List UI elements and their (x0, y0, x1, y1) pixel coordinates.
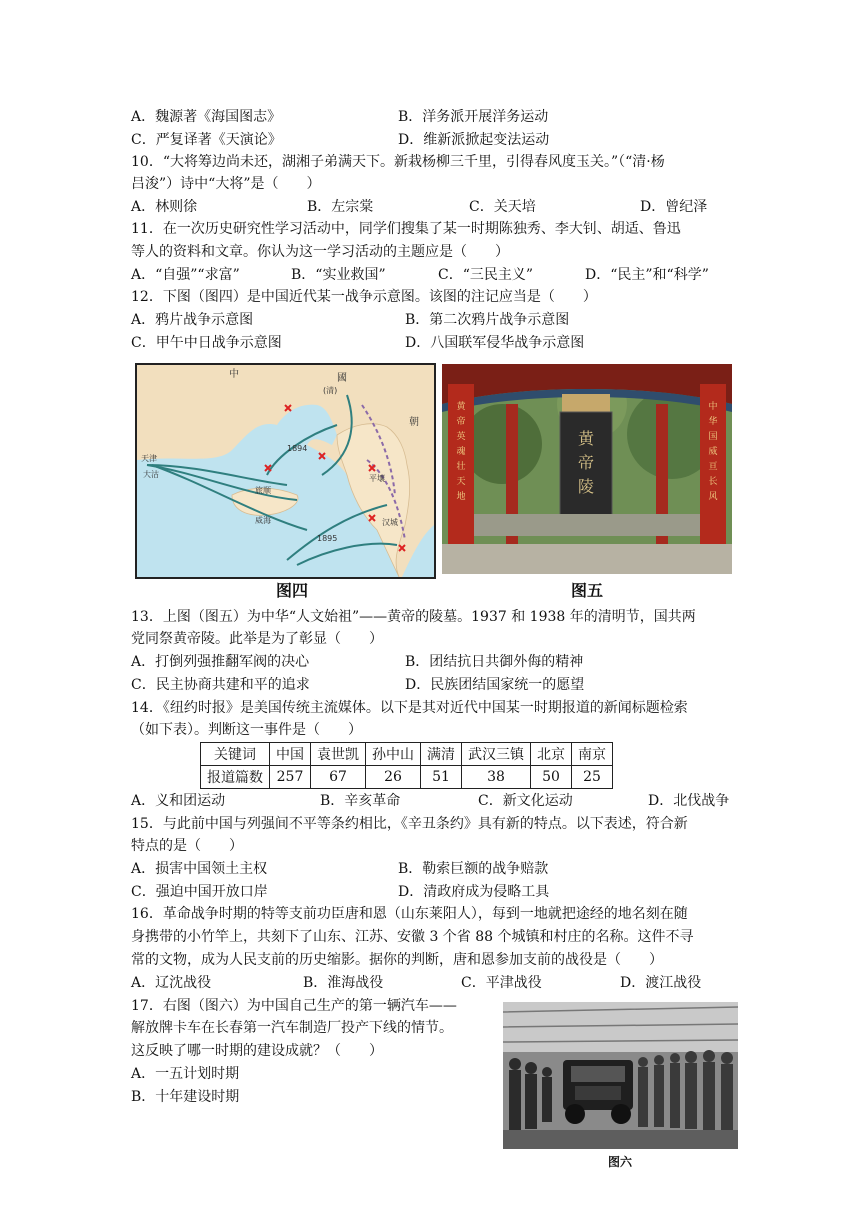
q16-stem-cont2: 常的文物，成为人民支前的历史缩影。据你的判断，唐和恩参加支前的战役是（ ） (131, 952, 663, 968)
table-row (201, 743, 613, 766)
svg-text:壮: 壮 (456, 462, 466, 472)
q17-stem-cont: 解放牌卡车在长春第一汽车制造厂投产下线的情节。 (131, 1020, 453, 1036)
svg-text:亘: 亘 (708, 462, 718, 472)
q14-option-c: C．新文化运动 (478, 793, 573, 809)
q16-option-d: D．渡江战役 (620, 975, 702, 991)
q12-option-d: D．八国联军侵华战争示意图 (405, 335, 585, 351)
table-cell: 50 (531, 766, 572, 789)
q15-option-b: B．勒索巨额的战争赔款 (398, 861, 549, 877)
keyword-table (200, 742, 613, 789)
svg-text:平壤: 平壤 (369, 474, 385, 483)
table-cell: 257 (270, 766, 311, 789)
table-cell: 中国 (270, 743, 311, 766)
table-cell: 67 (311, 766, 366, 789)
table-cell: 51 (421, 766, 462, 789)
svg-text:地: 地 (456, 492, 466, 502)
q15-stem-cont: 特点的是（ ） (131, 838, 243, 854)
svg-text:魂: 魂 (456, 447, 466, 457)
table-cell: 南京 (572, 743, 613, 766)
table-cell: 北京 (531, 743, 572, 766)
svg-text:风: 风 (708, 492, 718, 502)
tablet-char-3: 陵 (577, 477, 595, 496)
table-row (201, 766, 613, 789)
q13-option-a: A．打倒列强推翻军阀的决心 (131, 654, 310, 670)
table-cell: 孙中山 (366, 743, 421, 766)
figure-6-caption: 图六 (607, 1155, 632, 1169)
q11-option-c: C．“三民主义” (438, 267, 534, 283)
q11-stem: 11．在一次历史研究性学习活动中，同学们搜集了某一时期陈独秀、李大钊、胡适、鲁迅 (131, 221, 681, 237)
q16-option-b: B．淮海战役 (303, 975, 384, 991)
svg-text:天津: 天津 (141, 454, 157, 463)
svg-text:黄: 黄 (456, 402, 466, 412)
map-label-country: 國 (337, 373, 347, 384)
q11-option-a: A．“自强”“求富” (131, 267, 240, 283)
svg-text:1894: 1894 (287, 444, 308, 453)
svg-text:旅顺: 旅顺 (255, 486, 271, 495)
svg-text:英: 英 (456, 432, 466, 442)
map-label-korea: 朝 (409, 417, 419, 428)
table-cell: 武汉三镇 (462, 743, 531, 766)
q14-stem-cont: （如下表）。判断这一事件是（ ） (131, 722, 362, 738)
q15-option-d: D．清政府成为侵略工具 (398, 884, 550, 900)
q12-option-c: C．甲午中日战争示意图 (131, 335, 282, 351)
q13-option-d: D．民族团结国家统一的愿望 (405, 677, 585, 693)
q16-option-a: A．辽沈战役 (131, 975, 212, 991)
q15-option-a: A．损害中国领土主权 (131, 861, 268, 877)
map-label-china: 中 (229, 369, 239, 380)
svg-text:威海: 威海 (255, 516, 271, 525)
svg-text:天: 天 (456, 477, 466, 487)
q11-option-d: D．“民主”和“科学” (585, 267, 709, 283)
q16-stem: 16．革命战争时期的特等支前功臣唐和恩（山东莱阳人），每到一地就把途经的地名刻在随 (131, 906, 688, 922)
q11-option-b: B．“实业救国” (291, 267, 386, 283)
figure-5-caption: 图五 (570, 581, 603, 600)
q9-option-a: A．魏源著《海国图志》 (131, 109, 282, 125)
q12-option-b: B．第二次鸦片战争示意图 (405, 312, 570, 328)
svg-text:长: 长 (708, 477, 718, 487)
q15-stem: 15．与此前中国与列强间不平等条约相比，《辛丑条约》具有新的特点。以下表述，符合新 (131, 816, 688, 832)
q11-stem-cont: 等人的资料和文章。你认为这一学习活动的主题应是（ ） (131, 244, 509, 260)
q17-option-b: B．十年建设时期 (131, 1089, 240, 1105)
table-cell: 38 (462, 766, 531, 789)
table-cell: 袁世凯 (311, 743, 366, 766)
q9-option-d: D．维新派掀起变法运动 (398, 132, 550, 148)
tomb-photo-graphic (442, 364, 732, 574)
svg-text:帝: 帝 (456, 417, 466, 427)
q9-option-b: B．洋务派开展洋务运动 (398, 109, 549, 125)
q14-option-b: B．辛亥革命 (320, 793, 401, 809)
q17-option-a: A．一五计划时期 (131, 1066, 240, 1082)
q16-stem-cont: 身携带的小竹竿上，共刻下了山东、江苏、安徽 3 个省 88 个城镇和村庄的名称。这件不寻 (131, 929, 694, 945)
q12-stem: 12．下图（图四）是中国近代某一战争示意图。该图的注记应当是（ ） (131, 289, 597, 305)
figure-6-truck-photo (503, 1002, 738, 1149)
truck-photo-graphic (503, 1002, 738, 1149)
table-cell: 报道篇数 (201, 766, 270, 789)
q13-option-c: C．民主协商共建和平的追求 (131, 677, 310, 693)
svg-text:汉城: 汉城 (382, 518, 398, 527)
svg-text:中: 中 (708, 402, 718, 412)
q10-option-c: C．关天培 (469, 199, 536, 215)
table-cell: 25 (572, 766, 613, 789)
q10-option-a: A．林则徐 (131, 199, 198, 215)
q10-option-d: D．曾纪泽 (640, 199, 708, 215)
figure-4-war-map (135, 363, 436, 579)
q13-option-b: B．团结抗日共御外侮的精神 (405, 654, 584, 670)
svg-text:大沽: 大沽 (143, 470, 159, 479)
q10-stem: 10．“大将筹边尚未还，湖湘子弟满天下。新栽杨柳三千里，引得春风度玉关。”（“清·杨 (131, 154, 665, 170)
q16-option-c: C．平津战役 (461, 975, 542, 991)
q10-stem-cont: 吕浚”）诗中“大将”是（ ） (131, 176, 321, 192)
tablet-char-1: 黄 (577, 429, 595, 448)
q15-option-c: C．强迫中国开放口岸 (131, 884, 268, 900)
q17-stem-cont2: 这反映了哪一时期的建设成就？（ ） (131, 1043, 383, 1059)
war-map-graphic (137, 365, 434, 577)
figure-5-tomb-photo (442, 364, 732, 574)
svg-text:威: 威 (708, 447, 718, 457)
q14-option-d: D．北伐战争 (648, 793, 730, 809)
q14-stem: 14．《纽约时报》是美国传统主流媒体。以下是其对近代中国某一时期报道的新闻标题检索 (131, 700, 688, 716)
figure-4-caption: 图四 (275, 581, 308, 600)
q17-stem: 17．右图（图六）为中国自己生产的第一辆汽车—— (131, 998, 457, 1014)
q12-option-a: A．鸦片战争示意图 (131, 312, 254, 328)
q9-option-c: C．严复译著《天演论》 (131, 132, 282, 148)
svg-text:华: 华 (708, 417, 718, 427)
q10-option-b: B．左宗棠 (307, 199, 374, 215)
svg-text:(清): (清) (323, 386, 338, 395)
q13-stem: 13．上图（图五）为中华“人文始祖”——黄帝的陵墓。1937 和 1938 年的清明节，国共两 (131, 609, 696, 625)
tablet-char-2: 帝 (577, 453, 595, 472)
table-cell: 满清 (421, 743, 462, 766)
svg-text:国: 国 (708, 432, 718, 442)
table-cell: 26 (366, 766, 421, 789)
q13-stem-cont: 党同祭黄帝陵。此举是为了彰显（ ） (131, 631, 383, 647)
q14-option-a: A．义和团运动 (131, 793, 226, 809)
table-cell: 关键词 (201, 743, 270, 766)
svg-text:1895: 1895 (317, 534, 338, 543)
